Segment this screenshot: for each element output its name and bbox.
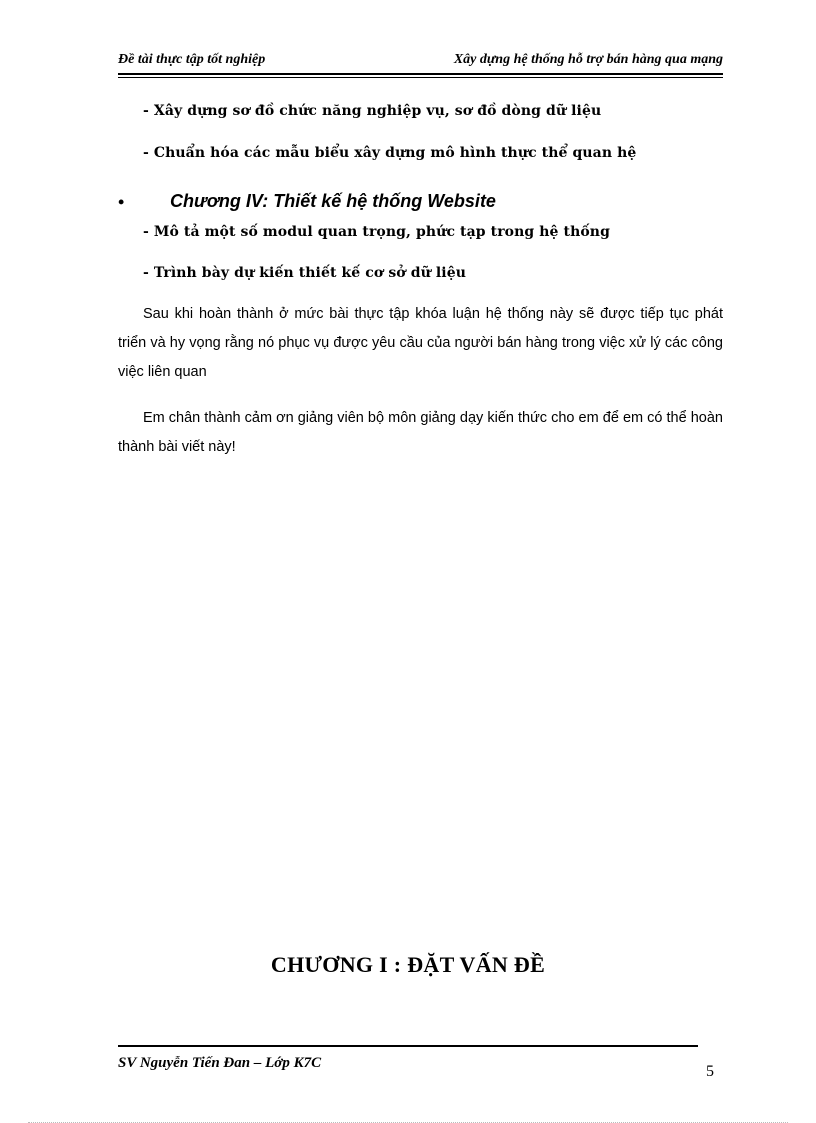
paragraph-thanks: Em chân thành cảm ơn giảng viên bộ môn giảng dạy kiến thức cho em để em có thể hoàn thành bài viết này! xyxy=(118,410,723,455)
chapter-bullet: • xyxy=(118,192,125,212)
header-divider-thin xyxy=(118,77,723,78)
list-item-data-flow: - Xây dựng sơ đồ chức năng nghiệp vụ, sơ đồ dòng dữ liệu xyxy=(143,103,602,119)
paragraph-conclusion: Sau khi hoàn thành ở mức bài thực tập khóa luận hệ thống này sẽ được tiếp tục phát triển và hy vọng rằng nó phục vụ được yêu cầu của người bán hàng trong việc xử lý các công việc liên quan xyxy=(118,306,723,380)
page-header xyxy=(118,52,723,74)
footer-student-info: SV Nguyễn Tiến Đan – Lớp K7C xyxy=(118,1055,322,1071)
footer-divider xyxy=(118,1045,698,1047)
header-divider xyxy=(118,73,723,75)
list-item-normalization: - Chuẩn hóa các mẫu biểu xây dựng mô hình thực thể quan hệ xyxy=(143,145,637,161)
header-thesis-label: Đề tài thực tập tốt nghiệp xyxy=(118,52,266,67)
chapter-title: CHƯƠNG I : ĐẶT VẤN ĐỀ xyxy=(270,952,546,977)
chapter-iv-heading: Chương IV: Thiết kế hệ thống Website xyxy=(170,191,496,211)
header-topic-title: Xây dựng hệ thống hỗ trợ bán hàng qua mạng xyxy=(453,52,723,67)
list-item-modules: - Mô tả một số modul quan trọng, phức tạp trong hệ thống xyxy=(143,224,610,240)
list-item-database: - Trình bày dự kiến thiết kế cơ sở dữ liệu xyxy=(143,265,466,281)
page-number: 5 xyxy=(706,1063,714,1080)
